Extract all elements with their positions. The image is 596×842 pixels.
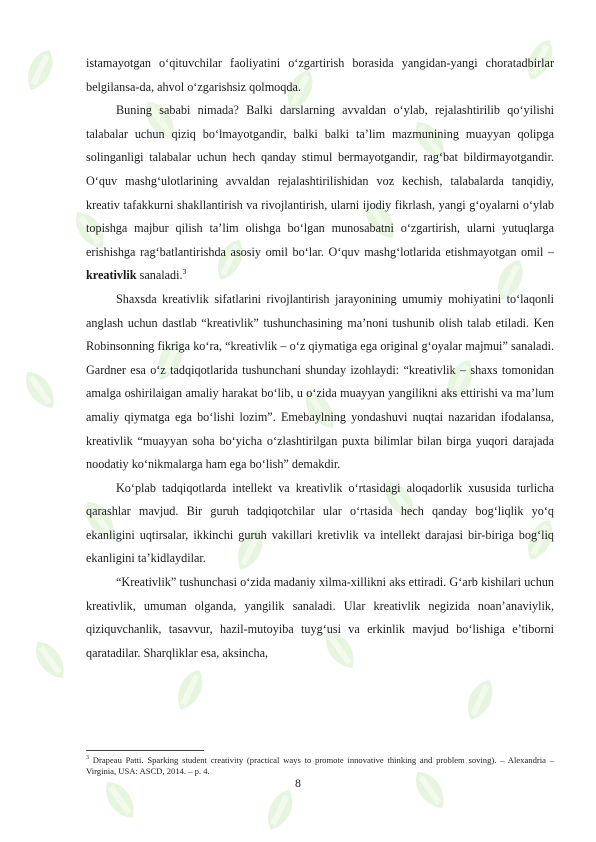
emphasis-kreativlik: kreativlik — [86, 268, 137, 283]
line-2-8: asosiy omil bo‘lar. O‘quv mashg‘lotlarida etishmayotgan omil – — [230, 244, 555, 259]
leaf-logo-icon — [29, 636, 71, 684]
paragraph-3 — [86, 288, 554, 477]
line-5-4: erkinlik mavjud bo‘lishiga e’tiborni qaratadilar. Sharqliklar esa, aksincha, — [86, 622, 554, 660]
page-body — [86, 52, 554, 665]
line-3-1: Shaxsda kreativlik sifatlarini rivojlantirish jarayonining umumiy mohiyatini — [116, 291, 502, 306]
line-3-7: qiymatga ega bo‘lishi lozim”. Emebaylning yondashuvi nuqtai nazaridan — [124, 409, 496, 424]
paragraph-4 — [86, 477, 554, 571]
line-4-4: darajasi bir-biriga bog‘liq ekanligini ta’kidlaydilar. — [86, 527, 555, 566]
line-3-5: shunday izohlaydi: “kreativlik – shaxs tomonidan amalga oshirilaigan amaliy — [86, 362, 554, 401]
line-3-8: ifodalansa, kreativlik “muayyan soha bo‘yicha o‘zlashtirilgan puxta bilimlar bilan — [86, 409, 554, 448]
line-2-7: bo‘lgan munosabatni o‘zgartirish, ularni yutuqlarga erishishga rag‘batlantirishda — [86, 221, 554, 259]
line-5-2: kishilari uchun kreativlik, umuman olganda, yangilik sanaladi. Ular kreativlik — [86, 575, 554, 613]
line-4-1: Ko‘plab tadqiqotlarda intellekt va kreativlik o‘rtasidagi aloqadorlik xususida — [116, 480, 511, 495]
line-2-3: muayyan qolipga solinganligi talabalar uchun hech qanday stimul bermayotgandir, — [86, 126, 554, 165]
footnote-text: Drapeau Patti. Sparking student creativity (practical ways to promote innovative thinking and problem soving). – Alexandria – Virginia, USA: ASCD, 2014. – p. 4. — [86, 755, 555, 776]
line-3-2: to‘laqonli anglash uchun dastlab “kreativlik” tushunchasining ma’noni tushunib — [86, 291, 554, 330]
line-1-2: choratadbirlar belgilansa-da, ahvol o‘zgarishsiz qolmoqda. — [86, 56, 555, 94]
line-2-9: sanaladi. — [139, 268, 183, 283]
line-2-2: qo‘yilishi talabalar uchun qiziq bo‘lmayotgandir, balki balki ta’lim mazmunining — [86, 103, 555, 141]
paragraph-1 — [86, 52, 554, 99]
leaf-logo-icon — [19, 366, 61, 414]
line-5-1: “Kreativlik” tushunchasi o‘zida madaniy xilma-xillikni aks ettiradi. G‘arb — [116, 575, 478, 590]
footnote-divider — [86, 750, 204, 751]
line-2-6: ularni ijodiy fikrlash, yangi g‘oyalarni o‘ylab topishga majbur qilish ta’lim olishga — [86, 197, 554, 236]
leaf-logo-icon — [461, 676, 499, 725]
line-3-9: birga yuqori darajada noodatiy ko‘nikmalarga ham ega bo‘lish” demakdir. — [86, 433, 554, 472]
line-3-4: original g‘oyalar majmui” sanaladi. Gardner esa o‘z tadqiqotlarida tushunchani — [86, 339, 554, 377]
line-5-3: negizida noan’anaviylik, qiziquvchanlik, tasavvur, hazil-mutoyiba tuyg‘usi va — [86, 598, 554, 637]
footnote — [86, 755, 554, 777]
footnote-mark: 3 — [86, 755, 89, 762]
footnote-reference[interactable]: 3 — [182, 267, 187, 277]
leaf-logo-icon — [261, 786, 299, 835]
line-2-1: Buning sababi nimada? Balki darslarning avvaldan o‘ylab, rejalashtirilib — [116, 103, 500, 118]
leaf-logo-icon — [171, 666, 209, 715]
line-3-6: harakat bo‘lib, u o‘zida muayyan yangilikni aks ettirishi va ma’lum amaliy — [86, 386, 554, 424]
line-1-1: istamayotgan o‘qituvchilar faoliyatini o‘zgartirish borasida yangidan-yangi — [86, 56, 478, 70]
leaf-logo-icon — [21, 46, 59, 95]
page-number: 8 — [295, 776, 301, 790]
line-3-3: olish talab etiladi. Ken Robinsonning fikriga ko‘ra, “kreativlik – o‘z qiymatiga ega — [86, 315, 554, 354]
line-4-2: turlicha qarashlar mavjud. Bir guruh tadqiqotchilar ular o‘rtasida hech qanday — [86, 480, 554, 519]
line-2-5: voz kechish, talabalarda tanqidiy, kreativ tafakkurni shakllantirish va rivojlantirish, — [86, 173, 554, 212]
line-4-3: bog‘liqlik yo‘q ekanligini uqtirsalar, ikkinchi guruh vakillari kretivlik va intellekt — [86, 504, 555, 542]
line-2-4: rag‘bat bildirmayotgandir. O‘quv mashg‘ulotlarining avvaldan rejalashtirilishidan — [86, 150, 555, 188]
paragraph-5 — [86, 571, 554, 665]
paragraph-2 — [86, 99, 554, 288]
